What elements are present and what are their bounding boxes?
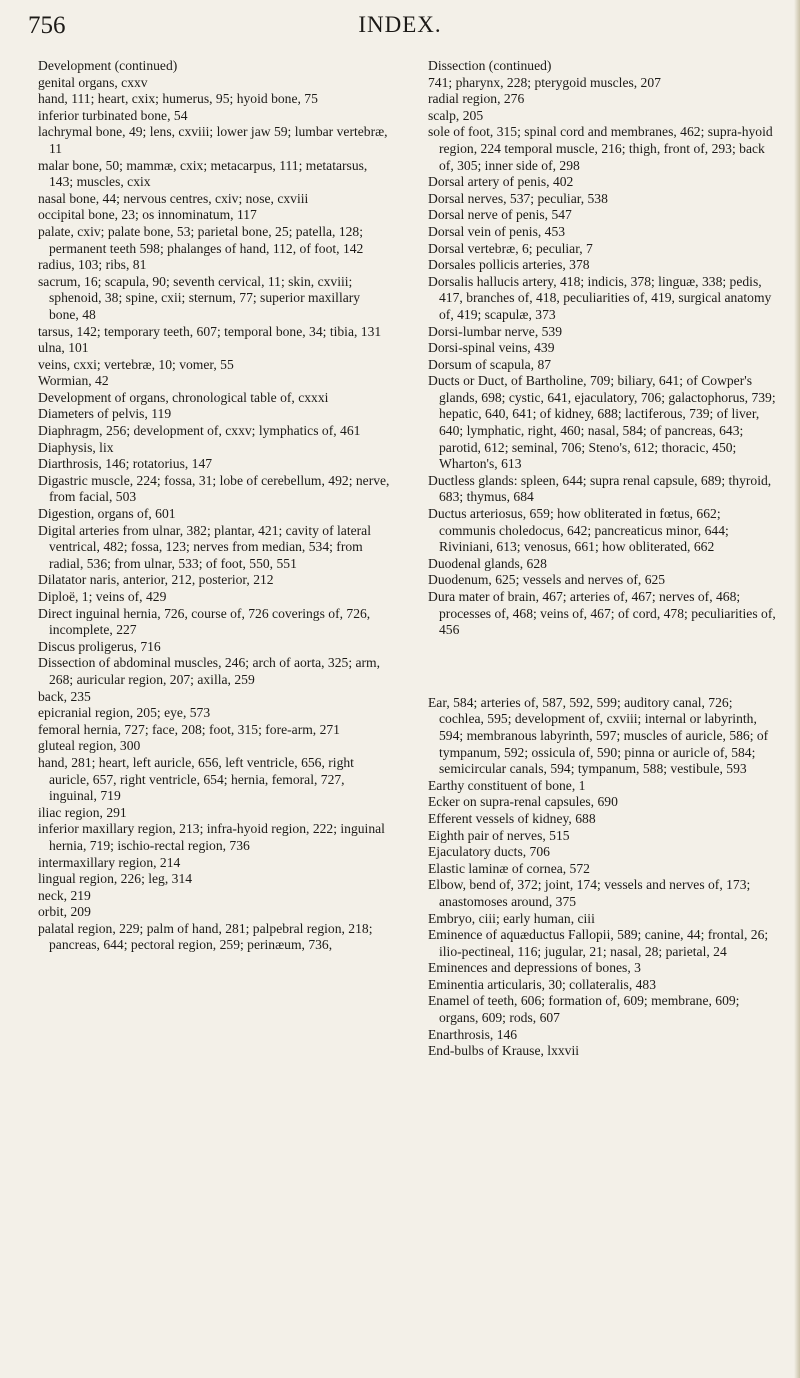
index-entry: Diploë, 1; veins of, 429 <box>38 589 167 604</box>
index-entry: epicranial region, 205; eye, 573 <box>38 705 211 721</box>
index-entry: orbit, 209 <box>38 904 91 920</box>
index-entry: Elastic laminæ of cornea, 572 <box>428 860 590 876</box>
index-entry: Ecker on supra-renal capsules, 690 <box>428 794 618 810</box>
index-entry: radial region, 276 <box>428 91 525 107</box>
index-entry: hand, 281; heart, left auricle, 656, left ventricle, 656, right auricle, 657, right ventricle, 654; hernia, femoral, 727, inguinal, 719 <box>38 754 354 804</box>
index-entry: Dorsal artery of penis, 402 <box>428 174 574 190</box>
index-entry: back, 235 <box>38 688 91 704</box>
right-column-bottom <box>428 695 780 1060</box>
index-entry: veins, cxxi; vertebræ, 10; vomer, 55 <box>38 356 234 372</box>
index-entry: Diaphysis, lix <box>38 439 114 455</box>
index-entry: inferior maxillary region, 213; infra-hyoid region, 222; inguinal hernia, 719; ischio-rectal region, 736 <box>38 821 385 853</box>
index-entry: iliac region, 291 <box>38 804 127 820</box>
index-entry: Dura mater of brain, 467; arteries of, 467; nerves of, 468; processes of, 468; veins of, 467; of cord, 478; peculiarities of, 456 <box>428 589 776 638</box>
index-entry: Dorsi-spinal veins, 439 <box>428 340 555 356</box>
index-entry: genital organs, cxxv <box>38 74 148 90</box>
index-entry: hand, 111; heart, cxix; humerus, 95; hyoid bone, 75 <box>38 91 318 107</box>
index-entry: Development of organs, chronological table of, cxxxi <box>38 389 329 405</box>
index-entry: Ducts or Duct, of Bartholine, 709; biliary, 641; of Cowper's glands, 698; cystic, 641, ejaculatory, 706; galactophorus, 739; hepatic, 640, 641; of kidney, 688; lactiferous, 739; of liver, 640; lymphatic, right, 460; nasal, 584; of pancreas, 643; parotid, 612; seminal, 706; Steno's, 612; thoracic, 450; Wharton's, 613 <box>428 373 776 472</box>
index-entry: Wormian, 42 <box>38 373 109 389</box>
index-entry: Diameters of pelvis, 119 <box>38 406 172 422</box>
index-entry: Diaphragm, 256; development of, cxxv; lymphatics of, 461 <box>38 423 361 439</box>
index-entry: Eminentia articularis, 30; collateralis, 483 <box>428 976 657 992</box>
page-header <box>0 12 800 52</box>
index-entry: Dorsal vertebræ, 6; peculiar, 7 <box>428 240 593 256</box>
index-entry: tarsus, 142; temporary teeth, 607; temporal bone, 34; tibia, 131 <box>38 323 382 339</box>
index-entry: Diarthrosis, 146; rotatorius, 147 <box>38 456 213 472</box>
index-entry: Duodenum, 625; vessels and nerves of, 625 <box>428 572 666 588</box>
index-entry: Earthy constituent of bone, 1 <box>428 777 586 793</box>
index-entry: Dorsal nerve of penis, 547 <box>428 207 572 223</box>
index-entry: Eighth pair of nerves, 515 <box>428 827 570 843</box>
index-entry: Efferent vessels of kidney, 688 <box>428 810 596 826</box>
index-entry: Dissection of abdominal muscles, 246; arch of aorta, 325; arm, 268; auricular region, 207; axilla, 259 <box>38 655 381 687</box>
index-entry: Duodenal glands, 628 <box>428 555 547 571</box>
index-entry: Direct inguinal hernia, 726, course of, 726 coverings of, 726, incomplete, 227 <box>38 605 371 638</box>
index-entry: malar bone, 50; mammæ, cxix; metacarpus, 111; metatarsus, 143; muscles, cxix <box>38 157 368 190</box>
index-entry: Dissection (continued) <box>428 58 552 73</box>
index-entry: femoral hernia, 727; face, 208; foot, 315; fore-arm, 271 <box>38 721 340 737</box>
index-entry: Dorsales pollicis arteries, 378 <box>428 257 590 273</box>
index-entry: Enarthrosis, 146 <box>428 1026 518 1042</box>
index-entry: End-bulbs of Krause, lxxvii <box>428 1043 580 1059</box>
index-entry: 741; pharynx, 228; pterygoid muscles, 207 <box>428 74 661 90</box>
index-entry: Dorsal vein of penis, 453 <box>428 223 566 239</box>
right-column-top <box>428 58 780 639</box>
index-entry: nasal bone, 44; nervous centres, cxiv; nose, cxviii <box>38 190 309 206</box>
index-entry: palatal region, 229; palm of hand, 281; palpebral region, 218; pancreas, 644; pectoral region, 259; perinæum, 736, <box>38 920 373 953</box>
index-entry: occipital bone, 23; os innominatum, 117 <box>38 207 257 223</box>
index-entry: ulna, 101 <box>38 340 89 356</box>
right-column <box>428 58 780 1060</box>
index-entry: Dorsum of scapula, 87 <box>428 356 552 372</box>
index-entry: neck, 219 <box>38 887 91 903</box>
page-number: 756 <box>28 12 66 39</box>
index-entry: Development (continued) <box>38 58 178 73</box>
index-entry: lachrymal bone, 49; lens, cxviii; lower jaw 59; lumbar vertebræ, 11 <box>38 124 388 156</box>
index-entry: inferior turbinated bone, 54 <box>38 107 188 123</box>
index-entry: Digestion, organs of, 601 <box>38 506 176 522</box>
index-entry: lingual region, 226; leg, 314 <box>38 871 193 887</box>
section-gap <box>428 639 780 695</box>
index-entry: Digital arteries from ulnar, 382; plantar, 421; cavity of lateral ventrical, 482; fossa, 123; nerves from median, 534; from radial, 536; from ulnar, 533; of foot, 550, 551 <box>38 522 371 571</box>
index-entry: sole of foot, 315; spinal cord and membranes, 462; supra-hyoid region, 224 temporal muscle, 216; thigh, front of, 293; back of, 305; inner side of, 298 <box>428 124 773 173</box>
index-entry: Eminence of aquæductus Fallopii, 589; canine, 44; frontal, 26; ilio-pectineal, 116; jugular, 21; nasal, 28; parietal, 24 <box>428 927 769 959</box>
index-entry: radius, 103; ribs, 81 <box>38 257 147 273</box>
index-entry: Ear, 584; arteries of, 587, 592, 599; auditory canal, 726; cochlea, 595; development of, cxviii; internal or labyrinth, 594; membranous labyrinth, 597; muscles of auricle, 586; of tympanum, 592; ossicula of, 590; pinna or auricle of, 584; semicircular canals, 594; tympanum, 588; vestibule, 593 <box>428 694 769 777</box>
index-entry: Embryo, ciii; early human, ciii <box>428 910 595 926</box>
index-entry: intermaxillary region, 214 <box>38 854 181 870</box>
index-entry: Ductus arteriosus, 659; how obliterated in fœtus, 662; communis choledocus, 642; pancreaticus minor, 644; Riviniani, 613; venosus, 661; how obliterated, 662 <box>428 506 729 555</box>
index-entry: Discus proligerus, 716 <box>38 638 161 654</box>
index-entry: Dorsalis hallucis artery, 418; indicis, 378; linguæ, 338; pedis, 417, branches of, 418, peculiarities of, 419, surgical anatomy of, 419; scapulæ, 373 <box>428 273 772 322</box>
index-entry: Digastric muscle, 224; fossa, 31; lobe of cerebellum, 492; nerve, from facial, 503 <box>38 472 390 505</box>
page-edge <box>794 0 800 1378</box>
index-entry: Elbow, bend of, 372; joint, 174; vessels and nerves of, 173; anastomoses around, 375 <box>428 877 751 909</box>
index-entry: Dilatator naris, anterior, 212, posterior, 212 <box>38 572 274 588</box>
index-entry: Dorsal nerves, 537; peculiar, 538 <box>428 190 608 206</box>
index-entry: scalp, 205 <box>428 107 484 123</box>
index-entry: Eminences and depressions of bones, 3 <box>428 960 641 976</box>
page-title: INDEX. <box>358 12 442 37</box>
index-entry: sacrum, 16; scapula, 90; seventh cervical, 11; skin, cxviii; sphenoid, 38; spine, cxii; sternum, 77; superior maxillary bone, 48 <box>38 273 361 322</box>
index-entry: Ductless glands: spleen, 644; supra renal capsule, 689; thyroid, 683; thymus, 684 <box>428 472 772 505</box>
left-column <box>38 58 390 954</box>
index-entry: Enamel of teeth, 606; formation of, 609; membrane, 609; organs, 609; rods, 607 <box>428 993 740 1026</box>
index-entry: gluteal region, 300 <box>38 738 141 754</box>
index-entry: palate, cxiv; palate bone, 53; parietal bone, 25; patella, 128; permanent teeth 598; phalanges of hand, 112, of foot, 142 <box>38 223 364 256</box>
index-entry: Dorsi-lumbar nerve, 539 <box>428 323 563 339</box>
index-entry: Ejaculatory ducts, 706 <box>428 844 550 860</box>
